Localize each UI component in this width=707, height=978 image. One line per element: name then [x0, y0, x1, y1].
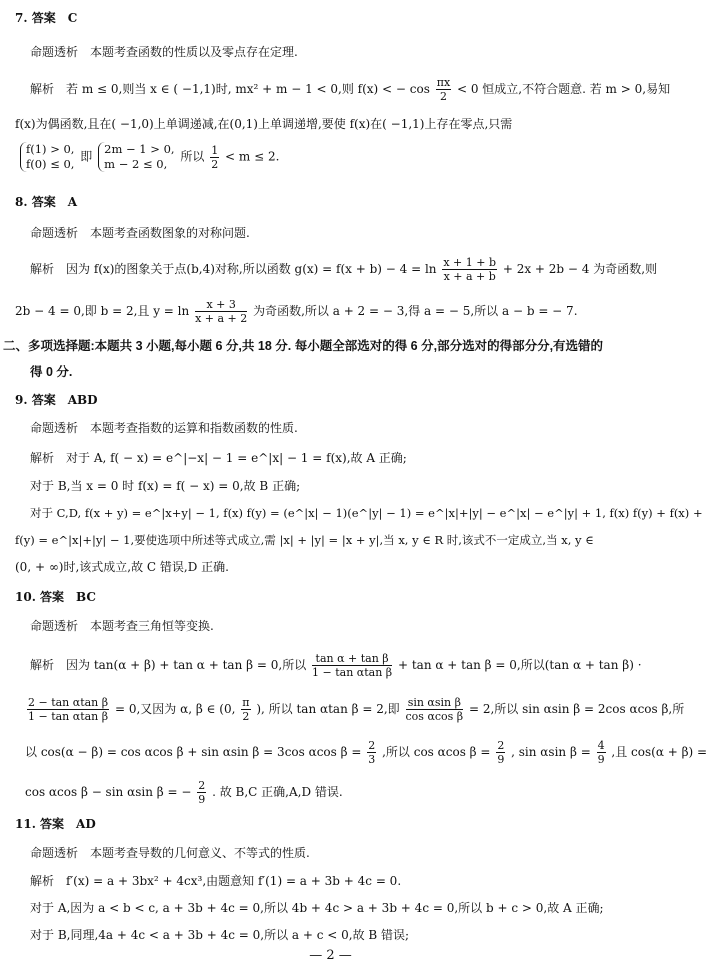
q10-solution-line2	[25, 696, 684, 723]
q8-solution-line1	[30, 256, 657, 283]
q10-l3-a: 以 cos(α − β) = cos αcos β + sin αsin β = 3cos αcos β =	[25, 745, 362, 759]
q10-l4-frac: $\frac{2}{9}$	[198, 779, 206, 806]
q9-solution-line4: f(y) = e^|x|+|y| − 1,要使选项中所述等式成立,需 |x| + |y| = |x + y|,当 x, y ∈ R 时,该式不一定成立,当 x, y ∈	[15, 533, 594, 547]
q9-answer: 9. 答案 ABD	[15, 393, 98, 407]
q8-sol-b: + 2x + 2b − 4 为奇函数,则	[502, 262, 658, 276]
q8-answer: 8. 答案 A	[15, 195, 78, 209]
q10-answer: 10. 答案 BC	[15, 590, 96, 604]
q10-l1-a: 解析 因为 tan(α + β) + tan α + tan β = 0,所以	[30, 658, 307, 672]
q9-solution-line1: 解析 对于 A, f( − x) = e^|−x| − 1 = e^|x| − 1 = f(x),故 A 正确;	[30, 451, 407, 465]
q10-l3-frac2: $\frac{2}{9}$	[497, 739, 505, 766]
q8-frac2: $\frac{x + 3}{x + a + 2}$	[195, 298, 248, 325]
q8-frac1: $\frac{x + 1 + b}{x + a + b}$	[443, 256, 497, 283]
q8-line2-b: 为奇函数,所以 a + 2 = − 3,得 a = − 5,所以 a − b = − 7.	[253, 304, 578, 318]
q10-solution-line3	[25, 739, 707, 766]
q10-solution-line4	[25, 779, 343, 806]
q7-answer: 7. 答案 C	[15, 11, 78, 25]
q8-analysis-title: 命题透析 本题考查函数图象的对称问题.	[30, 226, 250, 240]
q9-solution-line3: 对于 C,D, f(x + y) = e^|x+y| − 1, f(x) f(y) = (e^|x| − 1)(e^|y| − 1) = e^|x|+|y| − e^|x| − e^|y| + 1, f(x) f(y) + f(x) +	[30, 506, 703, 520]
q7-solution-line2: f(x)为偶函数,且在( −1,0)上单调递减,在(0,1)上单调递增,要使 f(x)在( −1,1)上存在零点,只需	[15, 117, 513, 131]
q10-l2-pi-frac: $\frac{\pi}{2}$	[242, 696, 250, 723]
q11-analysis-title: 命题透析 本题考查导数的几何意义、不等式的性质.	[30, 846, 310, 860]
q8-solution-line2	[15, 298, 578, 325]
q9-solution-line2: 对于 B,当 x = 0 时 f(x) = f( − x) = 0,故 B 正确;	[30, 479, 301, 493]
q8-sol-a: 解析 因为 f(x)的图象关于点(b,4)对称,所以函数 g(x) = f(x + b) − 4 = ln	[30, 262, 437, 276]
q10-l1-b: + tan α + tan β = 0,所以(tan α + tan β) ·	[397, 658, 642, 672]
q10-solution-line1	[30, 652, 642, 679]
q9-solution-line5: (0, + ∞)时,该式成立,故 C 错误,D 正确.	[15, 560, 229, 574]
q10-l4-b: . 故 B,C 正确,A,D 错误.	[212, 785, 343, 799]
q10-analysis-title: 命题透析 本题考查三角恒等变换.	[30, 619, 214, 633]
q10-l3-b: ,所以 cos αcos β =	[382, 745, 491, 759]
q10-l3-frac3: $\frac{4}{9}$	[597, 739, 605, 766]
q7-analysis-title: 命题透析 本题考查函数的性质以及零点存在定理.	[30, 45, 298, 59]
q7-sol-frac: $\frac{\pi x}{2}$	[436, 76, 451, 103]
q10-l2-int-b: ),	[256, 702, 265, 716]
q7-conclusion-b: < m ≤ 2.	[225, 149, 280, 164]
q10-l2-a: = 0,又因为 α, β ∈	[114, 702, 216, 716]
page-number: — 2 —	[309, 948, 352, 963]
q10-l1-frac: $\frac{\text{tan α + tan β}}{\text{1 − tan αtan β}}$	[312, 652, 393, 679]
q7-ji: 即	[80, 149, 93, 164]
q7-conclusion-a: 所以	[180, 149, 205, 164]
section2-heading-line1: 二、多项选择题:本题共 3 小题,每小题 6 分,共 18 分. 每小题全部选对的得 6 分,部分选对的得部分分,有选错的	[3, 339, 604, 353]
q10-l2-frac: $\frac{\text{2 − tan αtan β}}{\text{1 − tan αtan β}}$	[28, 696, 109, 723]
q10-l2-b: 所以 tan αtan β = 2,即	[268, 702, 400, 716]
q8-line2-a: 2b − 4 = 0,即 b = 2,且 y = ln	[15, 304, 190, 318]
q7-sol-a: 解析 若 m ≤ 0,则当 x ∈ ( −1,1)时, mx² + m − 1 < 0,则 f(x) < − cos	[30, 82, 430, 96]
q11-solution-line3: 对于 B,同理,4a + 4c < a + 3b + 4c = 0,所以 a + c < 0,故 B 错误;	[30, 928, 410, 942]
q11-solution-line2: 对于 A,因为 a < b < c, a + 3b + 4c = 0,所以 4b + 4c > a + 3b + 4c = 0,所以 b + c > 0,故 A 正确;	[30, 901, 604, 915]
q10-l3-c: , sin αsin β =	[511, 745, 591, 759]
q7-sol-b: < 0 恒成立,不符合题意. 若 m > 0,易知	[456, 82, 671, 96]
q11-solution-line1: 解析 f′(x) = a + 3bx² + 4cx³,由题意知 f′(1) = a + 3b + 4c = 0.	[30, 874, 402, 888]
q10-l4-a: cos αcos β − sin αsin β = −	[25, 785, 192, 799]
q7-system2: 2m − 1 > 0, m − 2 ≤ 0,	[98, 142, 174, 172]
q10-l3-d: ,且 cos(α + β) =	[611, 745, 707, 759]
q10-l2-int-a: (0,	[219, 702, 236, 716]
q11-answer: 11. 答案 AD	[15, 817, 96, 831]
q9-analysis-title: 命题透析 本题考查指数的运算和指数函数的性质.	[30, 421, 298, 435]
section2-heading-line2: 得 0 分.	[30, 365, 73, 379]
q10-l2-c: = 2,所以 sin αsin β = 2cos αcos β,所	[468, 702, 685, 716]
q7-conclusion-frac: $\frac{1}{2}$	[211, 143, 219, 171]
q7-system1: f(1) > 0, f(0) ≤ 0,	[20, 142, 74, 172]
q10-l2-sc-frac: $\frac{\text{sin αsin β}}{\text{cos αcos β}}$	[405, 696, 464, 723]
q10-l3-frac1: $\frac{2}{3}$	[368, 739, 376, 766]
q7-solution-line1	[30, 76, 670, 103]
q7-solution-line3	[18, 142, 279, 172]
